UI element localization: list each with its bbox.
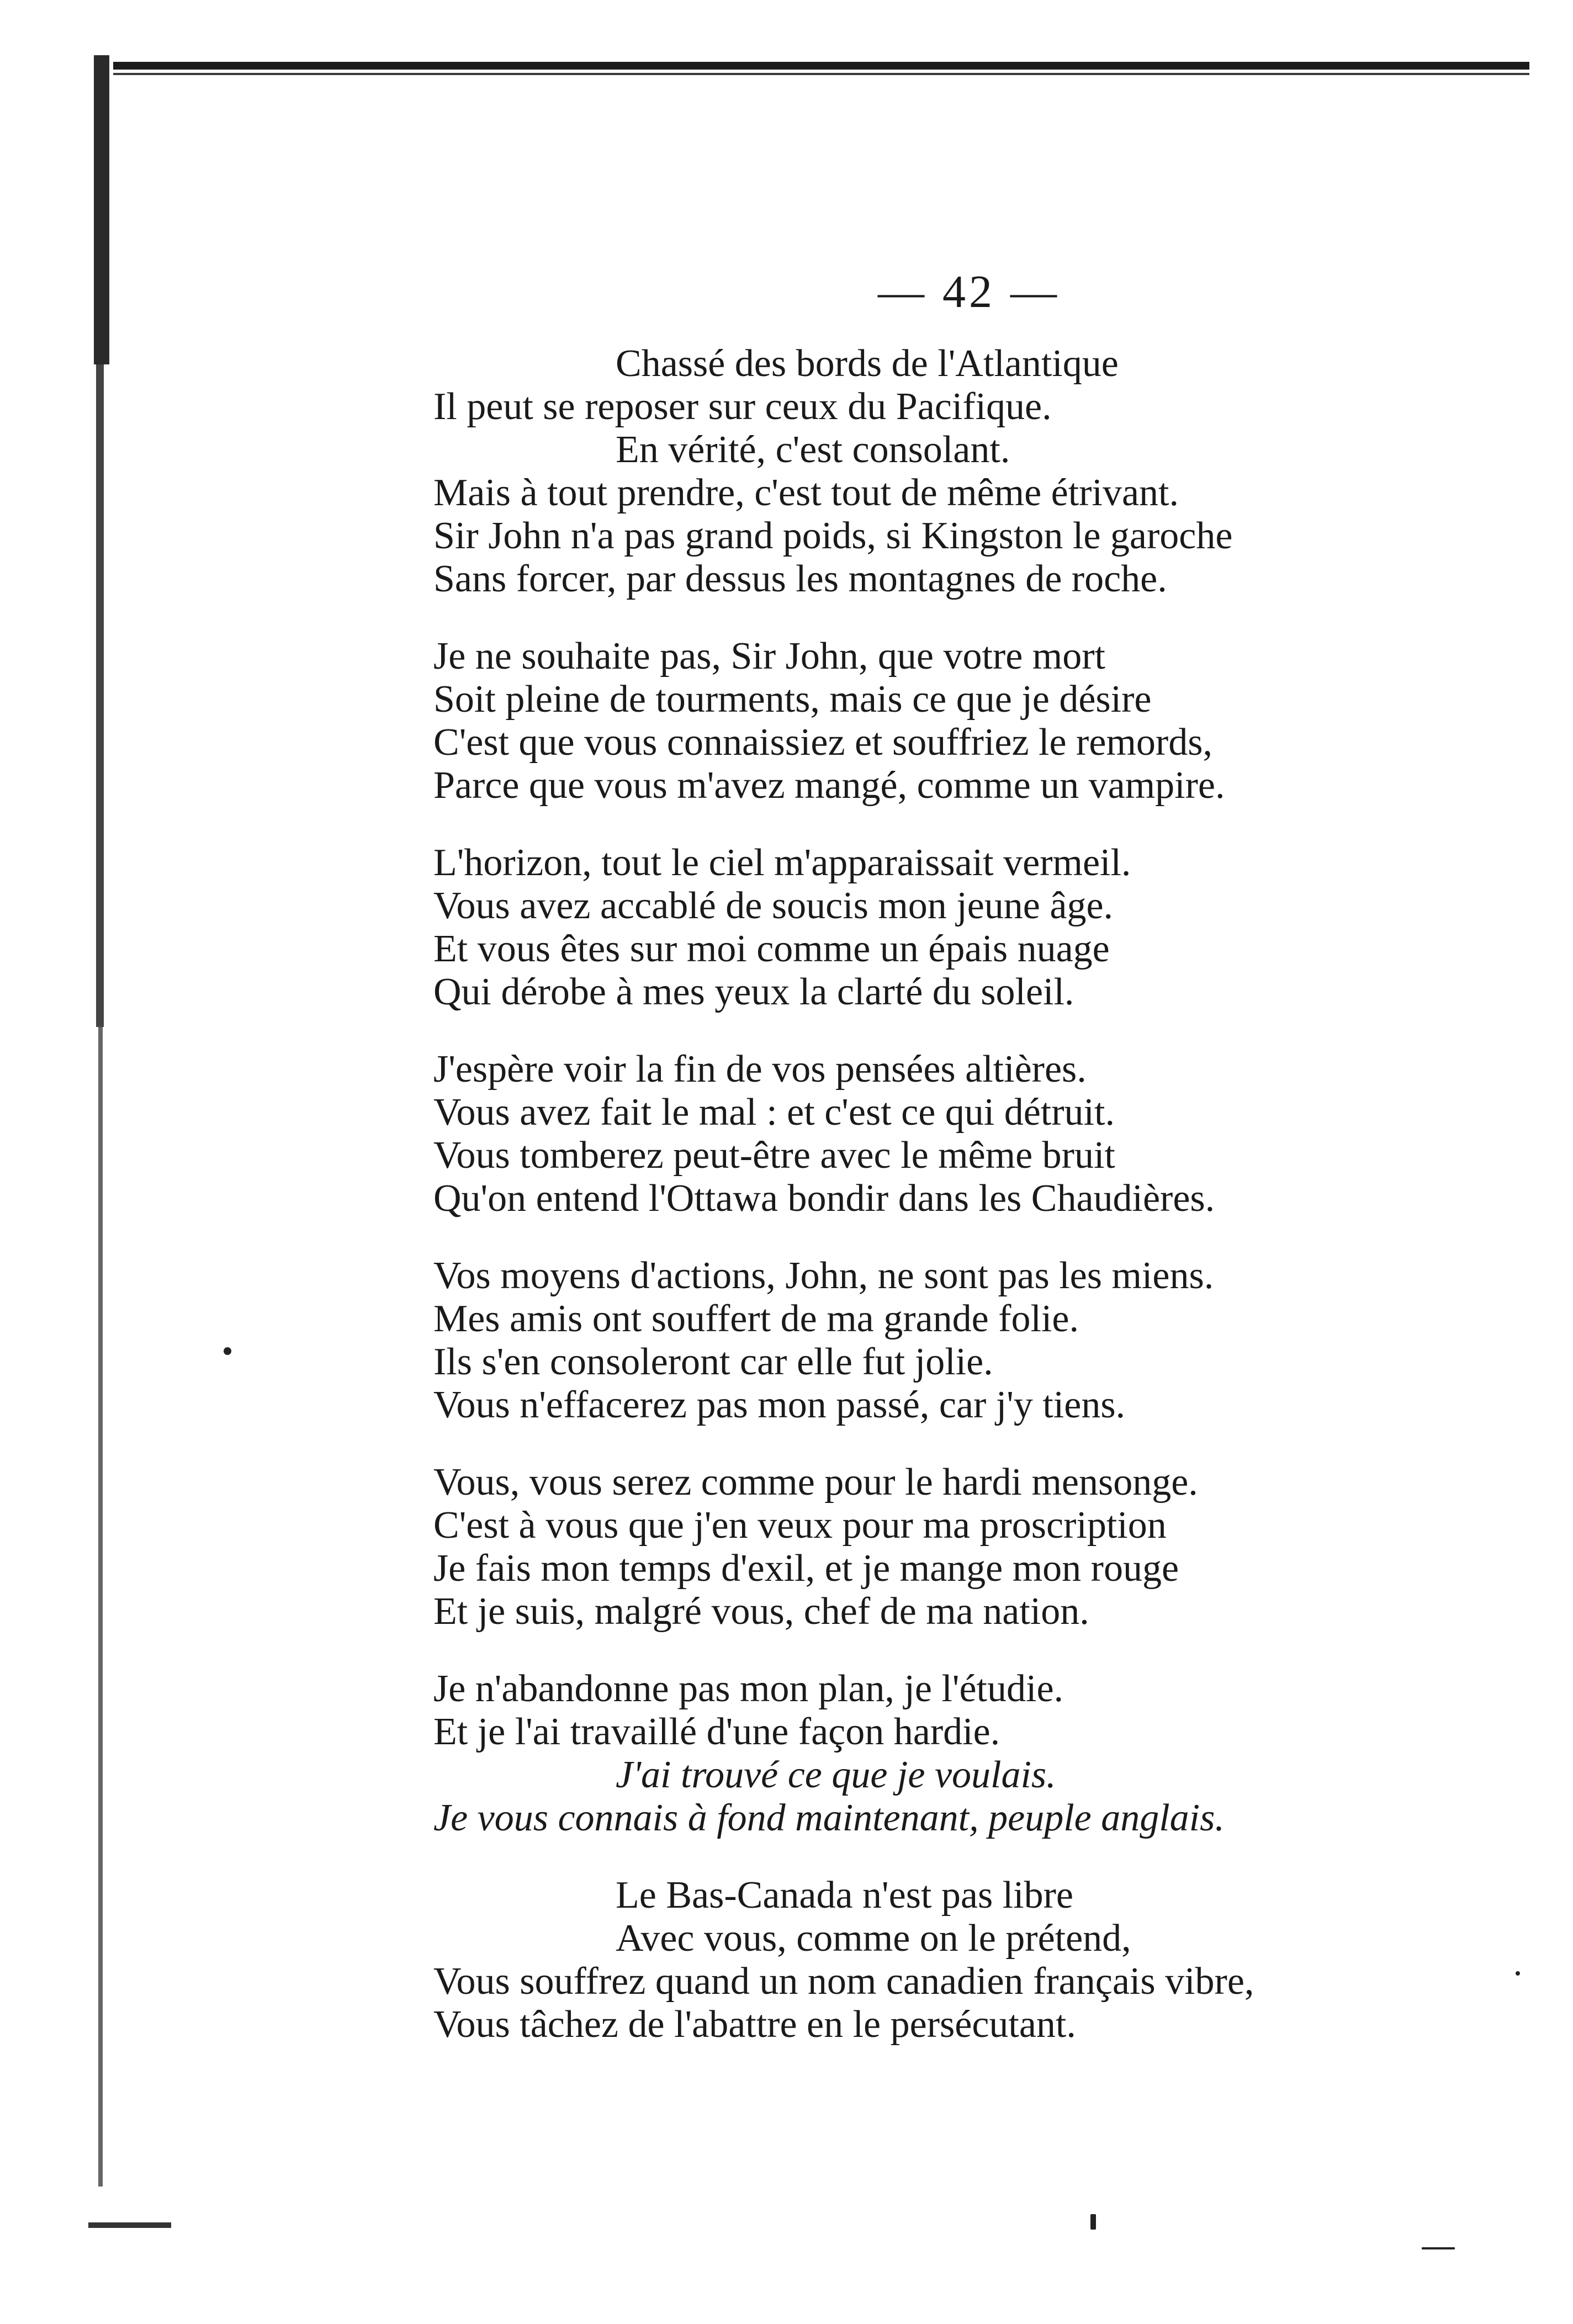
- poem-line: Vous avez accablé de soucis mon jeune âge.: [433, 885, 1114, 927]
- stanza: [433, 1254, 1516, 1427]
- poem-line: Je n'abandonne pas mon plan, je l'étudie.: [433, 1667, 1064, 1710]
- poem-line: Vous tâchez de l'abattre en le persécutant.: [433, 2003, 1076, 2046]
- poem-line: Sir John n'a pas grand poids, si Kingston le garoche: [433, 515, 1233, 557]
- poem-line: Je vous connais à fond maintenant, peuple anglais.: [433, 1797, 1225, 1839]
- poem-line: Je fais mon temps d'exil, et je mange mon rouge: [433, 1547, 1179, 1590]
- poem-line: C'est à vous que j'en veux pour ma proscription: [433, 1504, 1167, 1547]
- poem-line: Le Bas-Canada n'est pas libre: [616, 1874, 1073, 1917]
- poem-line: Et je l'ai travaillé d'une façon hardie.: [433, 1711, 1000, 1753]
- stanza: [433, 1461, 1516, 1633]
- poem-line: Parce que vous m'avez mangé, comme un vampire.: [433, 764, 1225, 807]
- poem-line: C'est que vous connaissiez et souffriez le remords,: [433, 721, 1212, 764]
- poem-line: Il peut se reposer sur ceux du Pacifique.: [433, 385, 1052, 428]
- poem-line: Mes amis ont souffert de ma grande folie.: [433, 1298, 1079, 1340]
- stanza: [433, 841, 1516, 1014]
- poem-line: Vous, vous serez comme pour le hardi mensonge.: [433, 1461, 1198, 1504]
- poem-line: Vous tomberez peut-être avec le même bruit: [433, 1134, 1115, 1177]
- poem-line: Sans forcer, par dessus les montagnes de roche.: [433, 558, 1167, 600]
- stanza: [433, 1667, 1516, 1840]
- ink-speck: [224, 1347, 231, 1355]
- ink-speck: [1090, 2214, 1096, 2230]
- poem-line: Qui dérobe à mes yeux la clarté du soleil.: [433, 971, 1074, 1013]
- poem-line: J'ai trouvé ce que je voulais.: [616, 1754, 1056, 1796]
- poem-line: Vous souffrez quand un nom canadien français vibre,: [433, 1960, 1254, 2003]
- top-rule-thin: [113, 73, 1529, 75]
- poem-line: Et vous êtes sur moi comme un épais nuage: [433, 928, 1110, 970]
- ink-speck: [1422, 2247, 1455, 2249]
- poem-line: En vérité, c'est consolant.: [616, 428, 1010, 471]
- stanza: [433, 1874, 1516, 2046]
- poem-line: Ils s'en consoleront car elle fut jolie.: [433, 1341, 993, 1383]
- poem-line: J'espère voir la fin de vos pensées altières.: [433, 1048, 1087, 1090]
- poem-line: Vous n'effacerez pas mon passé, car j'y tiens.: [433, 1384, 1126, 1426]
- poem-line: Et je suis, malgré vous, chef de ma nation.: [433, 1590, 1089, 1633]
- binding-shadow-middle: [96, 364, 104, 1027]
- page-number: — 42 —: [878, 266, 1060, 317]
- poem: [433, 342, 1516, 2081]
- poem-line: Mais à tout prendre, c'est tout de même étrivant.: [433, 472, 1179, 514]
- poem-line: Je ne souhaite pas, Sir John, que votre mort: [433, 635, 1106, 677]
- stanza: [433, 635, 1516, 807]
- binding-shadow-upper: [94, 55, 109, 364]
- stanza: [433, 342, 1516, 601]
- poem-line: Qu'on entend l'Ottawa bondir dans les Chaudières.: [433, 1177, 1215, 1220]
- binding-edge: [88, 55, 120, 2231]
- poem-line: Chassé des bords de l'Atlantique: [616, 342, 1119, 385]
- poem-line: Vos moyens d'actions, John, ne sont pas les miens.: [433, 1254, 1214, 1297]
- ink-speck: [1516, 1971, 1520, 1976]
- poem-line: Soit pleine de tourments, mais ce que je désire: [433, 678, 1152, 721]
- stanza: [433, 1048, 1516, 1220]
- poem-line: Avec vous, comme on le prétend,: [616, 1917, 1131, 1960]
- binding-foot: [88, 2222, 171, 2228]
- top-rule: [113, 62, 1529, 70]
- binding-shadow-lower: [98, 1027, 103, 2187]
- poem-line: Vous avez fait le mal : et c'est ce qui détruit.: [433, 1091, 1115, 1134]
- poem-line: L'horizon, tout le ciel m'apparaissait vermeil.: [433, 841, 1131, 884]
